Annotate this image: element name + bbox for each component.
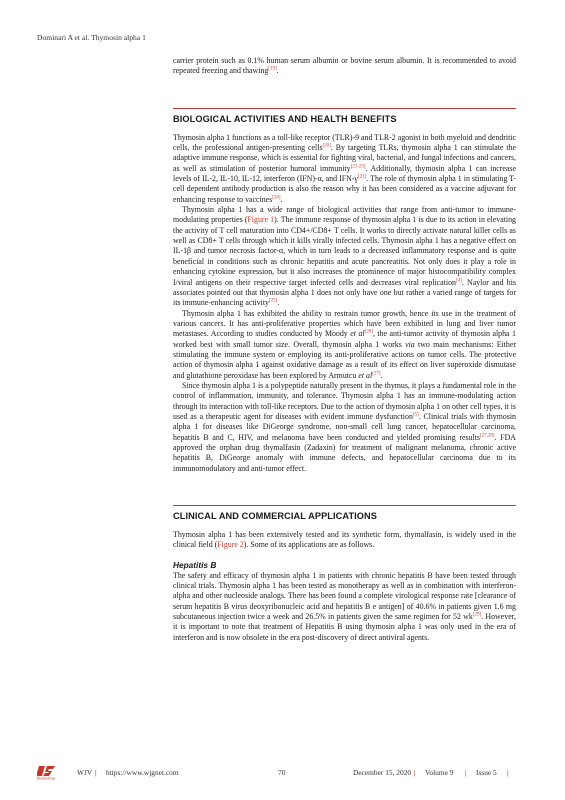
paragraph (173, 205, 516, 308)
volume: Volume 9 (425, 768, 454, 777)
figure-link[interactable]: Figure 1 (247, 215, 275, 225)
citation[interactable]: [4] (455, 277, 462, 283)
citation[interactable]: [24] (272, 195, 281, 201)
text-run: Thymosin alpha 1 has been extensively tested and its synthetic form, thymalfasin, is widely used in the clinical field ( (173, 530, 516, 550)
text-run: Thymosin alpha 1 functions as a toll-like receptor (TLR)-9 and TLR-2 agonist in both myeloid and dendritic cells, the professional antigen-presenting cells (173, 132, 516, 153)
text-run: . Naylor and his associates pointed out that thymosin alpha 1 does not only have one but rather a varied range of targets for its immune-enhancing activity (173, 277, 516, 308)
separator: | (465, 768, 467, 777)
text-run: ). The immune response of thymosin alpha 1 is due to its action in elevating the activity of T cell maturation into CD4+/CD8+ T cells. It works to directly activate natural killer cells as well as CD8+ T cells through which it kills virally infected cells. Thymosin alpha 1 has a negative effect on IL-1β and tumor necrosis factor-α, which in turn leads to a decreased inflammatory response and is quite beneficial in conditions such as chronic hepatitis and acute pancreatitis. Not only does it play a role in enhancing cytokine expression, but it also increases the prominence of major histocompatibility complex I/viral antigens on their respective target infected cells and decreases viral replication (173, 215, 516, 287)
text-run: . However, it is important to note that treatment of Hepatitis B using thymosin alpha 1 was only used in the era of interferon and is now obsolete in the era post-discovery of direct antiviral agents. (173, 612, 516, 642)
paragraph (173, 133, 516, 205)
text-run: Thymosin alpha 1 has a wide range of biological activities that range from anti-tumor to immune-modulating properties ( (173, 205, 516, 225)
journal-url-link[interactable]: https://www.wjgnet.com (106, 768, 179, 777)
text-run: , the anti-tumor activity of thymosin alpha 1 worked best with small tumor size. Overall, thymosin alpha 1 works (173, 329, 516, 349)
text-run: via (405, 339, 415, 349)
intro-paragraph: carrier protein such as 0.1% human serum albumin or bovine serum albumin. It is recommended to avoid repeated freezing and thawing[19]. (173, 56, 516, 76)
text-run: ). Some of its applications are as follows. (243, 540, 375, 550)
page-number: 70 (278, 768, 286, 777)
paragraph (173, 381, 516, 474)
figure-link[interactable]: Figure 2 (217, 540, 244, 550)
citation[interactable]: [25] (268, 298, 278, 304)
journal-abbrev: WJV (77, 768, 93, 777)
issue: Issue 5 (476, 768, 497, 777)
article-body (173, 56, 516, 643)
citation[interactable]: [27] (372, 370, 381, 376)
paragraph (173, 530, 516, 551)
citation[interactable]: [26] (364, 329, 373, 335)
text-run: two main mechanisms: Either stimulating the immune system or employing its anti-proliferative actions on tumor cells. The protective action of thymosin alpha 1 against oxidative damage as a result of its effect on liver superoxide dismutase and glutathione peroxidase has been explored by Armutcu (173, 339, 516, 380)
paragraph (173, 571, 516, 643)
paragraph (173, 309, 516, 381)
citation[interactable]: [21-23] (350, 164, 366, 170)
citation[interactable]: [27,28] (479, 433, 495, 439)
text-run: The safety and efficacy of thymosin alpha 1 in patients with chronic hepatitis B have been tested through clinical trials. Thymosin alpha 1 has been tested as monotherapy as well as in combination with interferon-alpha and other nucleoside analogs. There has been found a complete virological response rate [clearance of serum hepatitis B virus deoxyribonucleic acid and hepatitis B e antigen] of 40.6% in patients given 1.6 mg subcutaneous injection twice a week and 26.5% in patients given the same regimen for 52 wk (173, 570, 516, 622)
citation[interactable]: [5] (412, 412, 419, 418)
citation[interactable]: [21] (357, 174, 367, 180)
section-title-clinical-applications: CLINICAL AND COMMERCIAL APPLICATIONS (173, 505, 516, 521)
text-run: . FDA approved the orphan drug thymalfasin (Zadaxin) for treatment of malignant melanoma, chronic active hepatitis B, DiGeorge anomaly with immune defects, and hepatocellular carcinoma due to its immunomodulatory and anti-tumor effect. (173, 432, 516, 473)
text-run: . The role of thymosin alpha 1 in stimulating T-cell dependent antibody production is also the reason why it has been considered as a vaccine adjuvant for enhancing response to vaccines (173, 174, 516, 204)
text-run: . (277, 298, 280, 308)
section-title-biological-activities: BIOLOGICAL ACTIVITIES AND HEALTH BENEFITS (173, 108, 516, 124)
running-head: Dominari A et al. Thymosin alpha 1 (37, 33, 146, 42)
separator: | (414, 768, 416, 777)
text-run: Thymosin alpha 1 has exhibited the ability to restrain tumor growth, hence its use in the treatment of various cancers. It has anti-proliferative properties which have been exhibited in lung and liver tumor metastases. According to studies conducted by Moody (173, 308, 516, 339)
text-run: carrier protein such as 0.1% human serum albumin or bovine serum albumin. It is recommended to avoid repeated freezing and thawing (173, 56, 516, 76)
issue-date: December 15, 2020 (353, 768, 412, 777)
text-run: et al (358, 370, 373, 380)
text-run: . Clinical trials with thymosin alpha 1 for diseases like DiGeorge syndrome, non-small cell lung cancer, hepatocellular carcinoma, hepatitis B and C, HIV, and melanoma have been conducted and yielded promising results (173, 411, 516, 442)
citation[interactable]: [20] (322, 143, 331, 149)
subsection-title: Hepatitis B (173, 559, 217, 570)
publisher-logo-icon (37, 764, 73, 780)
page-footer (37, 764, 531, 780)
text-run: Since thymosin alpha 1 is a polypeptide naturally present in the thymus, it plays a fundamental role in the control of inflammation, immunity, and tolerance. Thymosin alpha 1 has an immune-modulating action through its interaction with toll-like receptors. Due to the action of thymosin alpha 1 on other cell types, it is used as a therapeutic agent for diseases with evident immune dysfunction (173, 380, 516, 421)
text-run: et al (350, 329, 365, 339)
text-run: . (280, 194, 283, 204)
text-run: . Additionally, thymosin alpha 1 can increase levels of IL-2, IL-10, IL-12, interferon (IFN)-α, and IFN-γ (173, 163, 516, 184)
citation[interactable]: [19] (268, 66, 277, 72)
citation[interactable]: [29] (472, 612, 482, 618)
logo-text: Baishideng (37, 775, 55, 780)
text-run: . (380, 370, 383, 380)
separator: | (507, 768, 509, 777)
text-run: . By targeting TLRs, thymosin alpha 1 can stimulate the adaptive immune response, which is essential for fighting viral, bacterial, and fungal infections and cancers, as well as stimulation of posterior humoral immunity (173, 143, 516, 173)
separator: | (95, 768, 97, 777)
